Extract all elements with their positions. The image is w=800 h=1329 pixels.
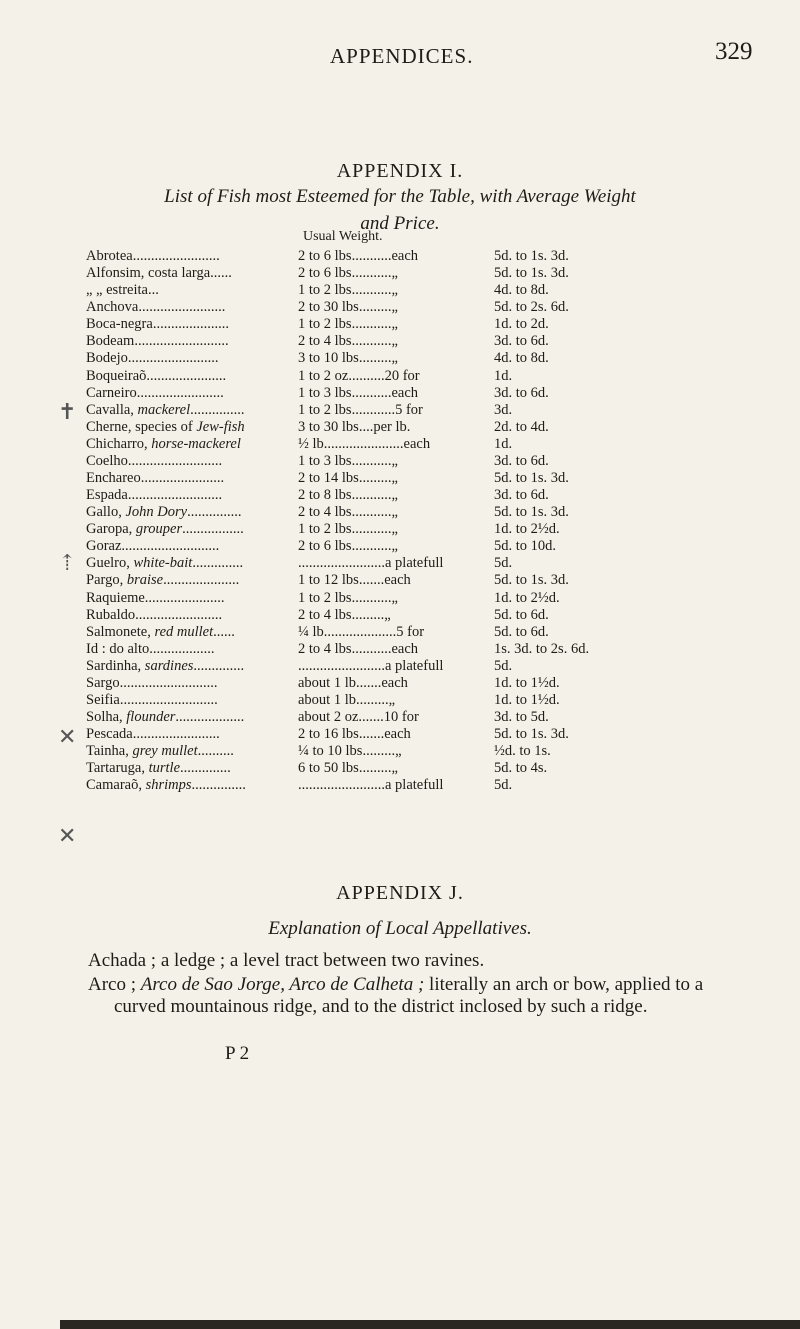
fish-name: Bodejo......................... — [86, 350, 219, 367]
fish-name: Solha, flounder................... — [86, 709, 245, 726]
price-range: 5d. — [494, 777, 513, 794]
fish-name: Garopa, grouper................. — [86, 521, 244, 538]
price-range: 5d. to 1s. 3d. — [494, 504, 569, 521]
price-unit: 20 for — [384, 367, 420, 384]
fish-english-name: braise — [126, 572, 164, 589]
table-row — [86, 572, 786, 589]
usual-weight: ........................a platefull — [298, 657, 444, 674]
fish-name: Pargo, braise..................... — [86, 572, 240, 589]
price-unit: „ — [391, 452, 398, 469]
usual-weight: 2 to 8 lbs...........„ — [298, 487, 398, 504]
price-range: 5d. to 1s. 3d. — [494, 572, 569, 589]
price-range: 5d. — [494, 555, 513, 572]
usual-weight: 2 to 4 lbs...........„ — [298, 504, 398, 521]
glossary-definition: literally an arch or bow, applied to a curved mountainous ridge, and to the district inclosed by such a ridge. — [114, 974, 704, 1017]
usual-weight: 2 to 4 lbs...........each — [298, 640, 419, 657]
price-unit: „ — [391, 282, 398, 299]
price-unit: „ — [391, 487, 398, 504]
fish-english-name: turtle — [148, 760, 181, 777]
price-unit: per lb. — [373, 418, 411, 435]
fish-name: Coelho.......................... — [86, 452, 223, 469]
page-edge-shadow — [60, 1320, 800, 1329]
usual-weight: 3 to 30 lbs....per lb. — [298, 418, 411, 435]
table-row — [86, 641, 786, 658]
fish-english-name: grouper — [135, 521, 183, 538]
price-range: 5d. to 1s. 3d. — [494, 726, 569, 743]
appendix-i-subtitle-line2: and Price. — [360, 213, 440, 234]
usual-weight: 2 to 6 lbs...........„ — [298, 538, 398, 555]
fish-name: Rubaldo........................ — [86, 606, 223, 623]
usual-weight-column-header: Usual Weight. — [303, 229, 383, 244]
pencil-margin-mark-icon: ✝ — [58, 399, 77, 424]
price-unit: „ — [391, 760, 398, 777]
fish-name: Sardinha, sardines.............. — [86, 657, 245, 674]
appendix-j-title: APPENDIX J. — [336, 882, 464, 904]
usual-weight: 2 to 16 lbs.......each — [298, 726, 411, 743]
usual-weight: 1 to 2 oz..........20 for — [298, 367, 420, 384]
pencil-margin-mark-icon: ✕ — [58, 823, 77, 848]
price-unit: „ — [388, 692, 396, 709]
table-row — [86, 470, 786, 487]
usual-weight: 2 to 4 lbs...........„ — [298, 333, 398, 350]
table-row — [86, 299, 786, 316]
usual-weight: 2 to 4 lbs.........„ — [298, 606, 391, 623]
fish-name: Espada.......................... — [86, 487, 223, 504]
fish-name: Seifia........................... — [86, 692, 218, 709]
fish-english-name: John Dory — [125, 504, 188, 521]
price-range: 5d. to 6d. — [494, 606, 549, 623]
glossary-entry: Achada ; a ledge ; a level tract between two ravines. — [88, 950, 485, 971]
price-range: 5d. to 4s. — [494, 760, 548, 777]
usual-weight: ½ lb......................each — [298, 435, 431, 452]
usual-weight: ........................a platefull — [298, 777, 444, 794]
price-range: 3d. to 6d. — [494, 487, 549, 504]
table-row — [86, 504, 786, 521]
table-row — [86, 368, 786, 385]
price-range: 2d. to 4d. — [494, 418, 549, 435]
table-row — [86, 248, 786, 265]
fish-name: Chicharro, horse-mackerel — [86, 435, 241, 452]
price-unit: „ — [391, 538, 398, 555]
fish-english-name: shrimps — [145, 777, 192, 794]
price-unit: „ — [391, 589, 398, 606]
table-row — [86, 658, 786, 675]
price-range: 4d. to 8d. — [494, 282, 549, 299]
price-range: 5d. to 1s. 3d. — [494, 470, 569, 487]
price-range: 5d. — [494, 657, 513, 674]
table-row — [86, 333, 786, 350]
pencil-margin-mark-icon: ✕ — [58, 724, 77, 749]
fish-english-name: mackerel — [137, 401, 191, 418]
price-range: 5d. to 1s. 3d. — [494, 248, 569, 264]
fish-name: Raquieme...................... — [86, 589, 225, 606]
table-row — [86, 692, 786, 709]
usual-weight: 1 to 2 lbs...........„ — [298, 589, 398, 606]
table-row — [86, 726, 786, 743]
appendix-i-subtitle-line1: List of Fish most Esteemed for the Table, with Average Weight — [164, 186, 636, 207]
fish-english-name: white-bait — [133, 555, 193, 572]
fish-name: Tainha, grey mullet.......... — [86, 743, 234, 760]
price-unit: a platefull — [385, 555, 444, 572]
price-unit: each — [391, 640, 419, 657]
fish-name: Bodeam.......................... — [86, 333, 229, 350]
table-row — [86, 743, 786, 760]
fish-name: Tartaruga, turtle.............. — [86, 760, 231, 777]
page-number: 329 — [715, 38, 753, 65]
fish-price-table — [86, 248, 786, 795]
price-unit: 5 for — [395, 401, 423, 418]
price-unit: „ — [395, 743, 402, 760]
price-unit: each — [381, 674, 408, 691]
usual-weight: 2 to 14 lbs.........„ — [298, 470, 398, 487]
usual-weight: 1 to 2 lbs...........„ — [298, 282, 398, 299]
price-range: 3d. to 6d. — [494, 384, 549, 401]
price-unit: 5 for — [396, 623, 425, 640]
price-unit: „ — [384, 606, 391, 623]
table-row — [86, 624, 786, 641]
price-unit: „ — [391, 350, 398, 367]
table-row — [86, 709, 786, 726]
glossary — [88, 950, 738, 1020]
price-range: 1d. to 2½d. — [494, 521, 560, 538]
fish-name: Sargo........................... — [86, 674, 218, 691]
usual-weight: 1 to 12 lbs.......each — [298, 572, 411, 589]
table-row — [86, 521, 786, 538]
appendix-i-title: APPENDIX I. — [336, 160, 464, 182]
usual-weight: 6 to 50 lbs.........„ — [298, 760, 398, 777]
fish-name: Alfonsim, costa larga...... — [86, 265, 232, 282]
price-unit: each — [384, 726, 411, 743]
table-row — [86, 607, 786, 624]
usual-weight: 1 to 2 lbs...........„ — [298, 316, 398, 333]
price-range: 4d. to 8d. — [494, 350, 549, 367]
price-range: 5d. to 6d. — [494, 623, 549, 640]
price-range: 3d. to 6d. — [494, 333, 549, 350]
glossary-entry: Arco ; Arco de Sao Jorge, Arco de Calheta ; literally an arch or bow, applied to a curved mountainous ridge, and to the district inclosed by such a ridge. — [88, 974, 704, 1017]
price-unit: „ — [391, 470, 398, 487]
sheet-signature-mark: P 2 — [225, 1043, 250, 1064]
table-row — [86, 453, 786, 470]
fish-name: Goraz........................... — [86, 538, 220, 555]
price-range: 1d. to 2½d. — [494, 589, 560, 606]
table-row — [86, 265, 786, 282]
price-unit: „ — [391, 265, 398, 282]
price-range: 1d. — [494, 435, 513, 452]
table-row — [86, 777, 786, 794]
price-range: 1d. to 1½d. — [494, 674, 560, 691]
pencil-margin-mark-icon: ⇡ — [58, 550, 77, 575]
price-range: 1s. 3d. to 2s. 6d. — [494, 640, 590, 657]
usual-weight: about 2 oz.......10 for — [298, 709, 419, 726]
appendix-i-subtitle — [0, 183, 800, 237]
fish-english-name: sardines — [144, 657, 194, 674]
fish-english-name: horse-mackerel — [151, 435, 241, 452]
usual-weight: about 1 lb.........„ — [298, 692, 396, 709]
table-row — [86, 316, 786, 333]
price-unit: „ — [391, 299, 398, 316]
fish-english-name: flounder — [126, 709, 176, 726]
price-range: 3d. — [494, 401, 513, 418]
table-row — [86, 385, 786, 402]
table-row — [86, 487, 786, 504]
price-unit: each — [403, 435, 431, 452]
usual-weight: 2 to 30 lbs.........„ — [298, 299, 398, 316]
price-unit: „ — [391, 316, 398, 333]
fish-name: Boqueiraõ...................... — [86, 367, 227, 384]
fish-name: Salmonete, red mullet...... — [86, 623, 235, 640]
price-unit: „ — [391, 333, 398, 350]
fish-english-name: Jew-fish — [196, 418, 245, 435]
usual-weight: 1 to 2 lbs...........„ — [298, 521, 398, 538]
glossary-term: Achada — [88, 950, 147, 971]
fish-name: Abrotea........................ — [86, 248, 220, 264]
usual-weight: 3 to 10 lbs.........„ — [298, 350, 398, 367]
fish-name: Cherne, species of Jew-fish — [86, 418, 245, 435]
table-row — [86, 590, 786, 607]
usual-weight: 1 to 3 lbs...........„ — [298, 452, 398, 469]
fish-name: Boca-negra..................... — [86, 316, 229, 333]
price-unit: 10 for — [383, 709, 419, 726]
usual-weight: ........................a platefull — [298, 555, 444, 572]
fish-name: Guelro, white-bait.............. — [86, 555, 244, 572]
appendix-j-subtitle: Explanation of Local Appellatives. — [268, 918, 532, 939]
price-range: 5d. to 1s. 3d. — [494, 265, 569, 282]
usual-weight: about 1 lb.......each — [298, 674, 408, 691]
table-row — [86, 350, 786, 367]
price-range: 1d. to 2d. — [494, 316, 549, 333]
fish-name: „ „ estreita... — [86, 282, 159, 299]
table-row — [86, 760, 786, 777]
fish-name: Anchova........................ — [86, 299, 226, 316]
usual-weight: 1 to 2 lbs............5 for — [298, 401, 423, 418]
glossary-examples: Arco de Sao Jorge, Arco de Calheta ; — [140, 974, 425, 995]
usual-weight: 2 to 6 lbs...........„ — [298, 265, 398, 282]
price-unit: a platefull — [385, 657, 444, 674]
price-unit: each — [384, 572, 411, 589]
fish-name: Cavalla, mackerel............... — [86, 401, 245, 418]
price-range: 1d. to 1½d. — [494, 692, 560, 709]
table-row — [86, 402, 786, 419]
table-row — [86, 419, 786, 436]
table-row — [86, 675, 786, 692]
price-unit: a platefull — [385, 777, 444, 794]
glossary-term: Arco — [88, 974, 126, 995]
usual-weight: ¼ lb....................5 for — [298, 623, 425, 640]
table-row — [86, 538, 786, 555]
price-range: 5d. to 10d. — [494, 538, 557, 555]
price-unit: each — [391, 384, 419, 401]
usual-weight: 2 to 6 lbs...........each — [298, 248, 419, 264]
usual-weight: 1 to 3 lbs...........each — [298, 384, 419, 401]
fish-english-name: red mullet — [154, 623, 214, 640]
fish-name: Enchareo....................... — [86, 470, 225, 487]
table-row — [86, 555, 786, 572]
price-range: 3d. to 6d. — [494, 452, 549, 469]
price-unit: „ — [391, 521, 398, 538]
price-range: ½d. to 1s. — [494, 743, 551, 760]
price-range: 3d. to 5d. — [494, 709, 549, 726]
fish-name: Gallo, John Dory............... — [86, 504, 242, 521]
fish-name: Carneiro........................ — [86, 384, 224, 401]
price-range: 5d. to 2s. 6d. — [494, 299, 569, 316]
fish-name: Pescada........................ — [86, 726, 220, 743]
fish-english-name: grey mullet — [132, 743, 198, 760]
table-row — [86, 436, 786, 453]
usual-weight: ¼ to 10 lbs.........„ — [298, 743, 402, 760]
table-row — [86, 282, 786, 299]
price-unit: each — [391, 248, 419, 264]
glossary-definition: a ledge ; a level tract between two ravines. — [160, 950, 485, 971]
price-range: 1d. — [494, 367, 513, 384]
running-head: APPENDICES. — [330, 44, 474, 68]
fish-name: Id : do alto.................. — [86, 640, 215, 657]
fish-name: Camaraõ, shrimps............... — [86, 777, 246, 794]
price-unit: „ — [391, 504, 398, 521]
